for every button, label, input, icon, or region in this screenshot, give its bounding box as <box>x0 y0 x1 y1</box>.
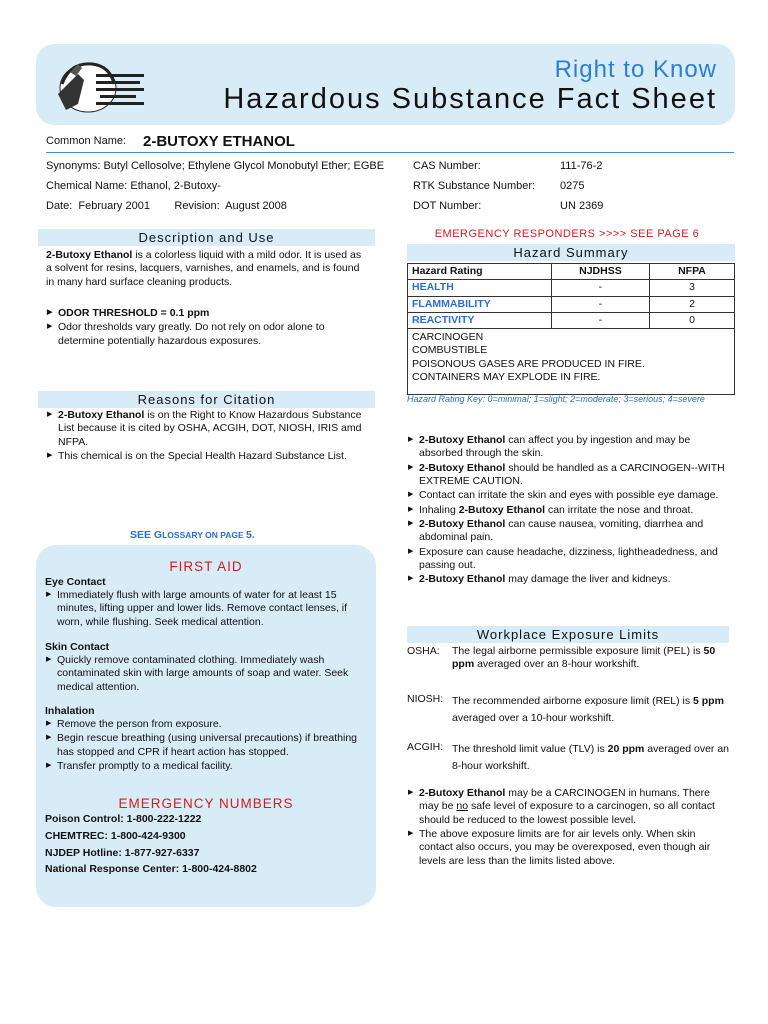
effect-item <box>407 489 727 502</box>
hazard-name: HEALTH <box>408 280 552 296</box>
effect-text: may damage the liver and kidneys. <box>505 573 671 586</box>
citation-body: is on the Right to Know Hazardous Substance List because it is cited by OSHA, ACGIH, DOT, NIOSH, IRIS amd NFPA. <box>58 409 362 448</box>
limit-text: averaged over an 8-hour workshift. <box>474 658 640 671</box>
citation-heading: Reasons for Citation <box>38 391 375 408</box>
description-heading: Description and Use <box>38 229 375 246</box>
limit-value: 20 ppm <box>607 743 645 755</box>
inhalation-title: Inhalation <box>45 705 95 717</box>
synonyms: Synonyms: Butyl Cellosolve; Ethylene Glycol Monobutyl Ether; EGBE <box>46 160 385 172</box>
table-row <box>408 280 735 296</box>
dot-value: UN 2369 <box>560 200 604 212</box>
dot-label: DOT Number: <box>413 200 482 212</box>
effect-text: Inhaling <box>419 503 459 516</box>
limit-text: The legal airborne permissible exposure limit (PEL) is <box>452 645 704 657</box>
nfpa-value: 2 <box>649 296 734 312</box>
effect-text: Exposure can cause headache, dizziness, lightheadedness, and passing out. <box>419 545 718 571</box>
glossary-link[interactable] <box>130 529 255 542</box>
nfpa-value: 3 <box>649 280 734 296</box>
hazard-name: FLAMMABILITY <box>408 296 552 312</box>
description-body: is a colorless liquid with a mild odor. It is used as a solvent for resins, lacquers, varnishes, and enamels, and is found in many hard surface cleaning products. <box>46 249 362 288</box>
exposure-limits-heading: Workplace Exposure Limits <box>407 626 729 643</box>
eye-contact-title: Eye Contact <box>45 576 106 588</box>
njdhss-value: - <box>551 312 649 328</box>
description-text <box>46 249 368 289</box>
osha-text <box>452 645 734 672</box>
national-response-center: National Response Center: 1-800-424-8802 <box>45 863 257 876</box>
note-text: safe level of exposure to a carcinogen, so all contact should be reduced to the lowest possible level. <box>419 800 715 826</box>
skin-contact-list <box>45 654 365 695</box>
citation-bullets <box>46 409 368 464</box>
limit-text: The recommended airborne exposure limit (REL) is <box>452 695 694 707</box>
chemical-name: Chemical Name: Ethanol, 2-Butoxy- <box>46 180 221 192</box>
emergency-numbers-list <box>45 811 257 878</box>
niosh-label: NIOSH: <box>407 693 444 705</box>
col-nfpa: NFPA <box>649 264 734 280</box>
nfpa-value: 0 <box>649 312 734 328</box>
inhalation-step: ▶ Transfer promptly to a medical facility. <box>45 760 365 773</box>
citation-substance: 2-Butoxy Ethanol <box>58 409 145 421</box>
effect-item <box>407 518 727 545</box>
limit-value: 5 ppm <box>693 695 724 707</box>
effect-substance: 2-Butoxy Ethanol <box>419 461 506 474</box>
niosh-limit <box>407 693 735 723</box>
glossary-page: 5 <box>246 529 252 541</box>
cas-label: CAS Number: <box>413 160 481 172</box>
niosh-text <box>452 693 734 727</box>
effect-item <box>407 504 727 517</box>
health-effects-list <box>407 434 727 588</box>
osha-limit <box>407 645 735 675</box>
eye-contact-list <box>45 589 365 630</box>
common-name-row <box>46 131 734 153</box>
date-revision: Date: February 2001 Revision: August 2008 <box>46 200 287 212</box>
effect-item <box>407 546 727 573</box>
description-bullets <box>46 307 368 349</box>
osha-label: OSHA: <box>407 645 440 657</box>
table-row <box>408 296 735 312</box>
citation-item <box>46 409 368 449</box>
limit-text: averaged over an 8-hour workshift. <box>452 743 730 772</box>
common-name-value: 2-BUTOXY ETHANOL <box>143 133 295 150</box>
nj-health-logo <box>48 54 148 116</box>
effect-substance: 2-Butoxy Ethanol <box>419 573 506 586</box>
njdhss-value: - <box>551 296 649 312</box>
note-text: may be a CARCINOGEN in humans. There may be <box>419 787 710 813</box>
inhalation-step: ▶ Begin rescue breathing (using universal precautions) if breathing has stopped and CPR if heart action has stopped. <box>45 732 365 759</box>
common-name-label: Common Name: <box>46 135 127 147</box>
acgih-text <box>452 741 734 775</box>
hazard-note: POISONOUS GASES ARE PRODUCED IN FIRE. <box>412 357 645 370</box>
effect-text: should be handled as a CARCINOGEN--WITH EXTREME CAUTION. <box>419 461 725 487</box>
effect-substance: 2-Butoxy Ethanol <box>458 503 546 516</box>
eye-contact-step: ▶ Immediately flush with large amounts of water for at least 15 minutes, lifting upper and lower lids. Remove contact lenses, if worn, while flushing. Seek medical attention. <box>45 589 365 629</box>
inhalation-list <box>45 718 365 774</box>
citation-item-special: ▶ This chemical is on the Special Health Hazard Substance List. <box>46 450 368 463</box>
effect-item <box>407 434 727 461</box>
table-row <box>408 312 735 328</box>
rtk-value: 0275 <box>560 180 585 192</box>
glossary-part: LOSSARY ON PAGE <box>162 530 247 540</box>
effect-item <box>407 573 727 586</box>
chemtrec: CHEMTREC: 1-800-424-9300 <box>45 829 186 842</box>
acgih-limit <box>407 741 735 773</box>
description-substance: 2-Butoxy Ethanol <box>46 249 133 261</box>
effect-text: can affect you by ingestion and may be absorbed through the skin. <box>419 434 691 460</box>
effect-text: can cause nausea, vomiting, diarrhea and abdominal pain. <box>419 517 704 544</box>
air-levels-note: ▶ The above exposure limits are for air levels only. When skin contact also occurs, you may be overexposed, even though air levels are less than the limits listed above. <box>407 828 729 868</box>
hazard-note: COMBUSTIBLE <box>412 344 488 357</box>
limit-text: The threshold limit value (TLV) is <box>452 743 608 755</box>
page-title: Hazardous Substance Fact Sheet <box>223 83 717 115</box>
hazard-note: CARCINOGEN <box>412 331 484 344</box>
emergency-numbers-heading: EMERGENCY NUMBERS <box>118 796 294 811</box>
hazard-summary-heading: Hazard Summary <box>407 244 735 261</box>
cas-value: 111-76-2 <box>560 160 603 172</box>
hazard-name: REACTIVITY <box>408 312 552 328</box>
rtk-label: RTK Substance Number: <box>413 180 536 192</box>
odor-threshold: ▶ ODOR THRESHOLD = 0.1 ppm <box>46 307 368 320</box>
effect-item <box>407 462 727 489</box>
effect-text: can irritate the nose and throat. <box>545 503 694 516</box>
carcinogen-note <box>407 787 729 827</box>
njdhss-value: - <box>551 280 649 296</box>
limit-value: 50 ppm <box>452 645 716 671</box>
effect-text: Contact can irritate the skin and eyes with possible eye damage. <box>419 489 719 502</box>
note-emphasis: no <box>456 800 469 813</box>
inhalation-step: ▶ Remove the person from exposure. <box>45 718 365 731</box>
col-hazard-rating: Hazard Rating <box>408 264 552 280</box>
first-aid-heading: FIRST AID <box>169 559 243 574</box>
effect-substance: 2-Butoxy Ethanol <box>419 434 506 446</box>
poison-control: Poison Control: 1-800-222-1222 <box>45 813 202 825</box>
right-to-know-title: Right to Know <box>554 56 717 83</box>
hazard-notes-row <box>408 329 735 395</box>
odor-note: ▶ Odor thresholds vary greatly. Do not rely on odor alone to determine potentially hazardous exposures. <box>46 321 368 348</box>
acgih-label: ACGIH: <box>407 741 444 753</box>
glossary-part: SEE G <box>130 529 163 541</box>
hazard-table <box>407 263 735 395</box>
emergency-responders-note: EMERGENCY RESPONDERS >>>> SEE PAGE 6 <box>434 228 700 240</box>
skin-contact-step: ▶ Quickly remove contaminated clothing. Immediately wash contaminated skin with large amounts of soap and water. Seek medical attention. <box>45 654 365 694</box>
hazard-table-header <box>408 264 735 280</box>
limit-text: averaged over a 10-hour workshift. <box>452 711 615 724</box>
note-substance: 2-Butoxy Ethanol <box>419 787 506 799</box>
njdep-hotline: NJDEP Hotline: 1-877-927-6337 <box>45 846 200 859</box>
col-njdhss: NJDHSS <box>551 264 649 280</box>
exposure-notes <box>407 787 729 869</box>
hazard-note: CONTAINERS MAY EXPLODE IN FIRE. <box>412 370 601 383</box>
hazard-rating-key: Hazard Rating Key: 0=minimal; 1=slight; 2=moderate; 3=serious; 4=severe <box>407 394 705 404</box>
effect-substance: 2-Butoxy Ethanol <box>419 517 506 530</box>
header-banner <box>36 44 735 125</box>
glossary-part: . <box>251 529 255 541</box>
skin-contact-title: Skin Contact <box>45 641 110 653</box>
hazard-notes <box>408 329 735 395</box>
